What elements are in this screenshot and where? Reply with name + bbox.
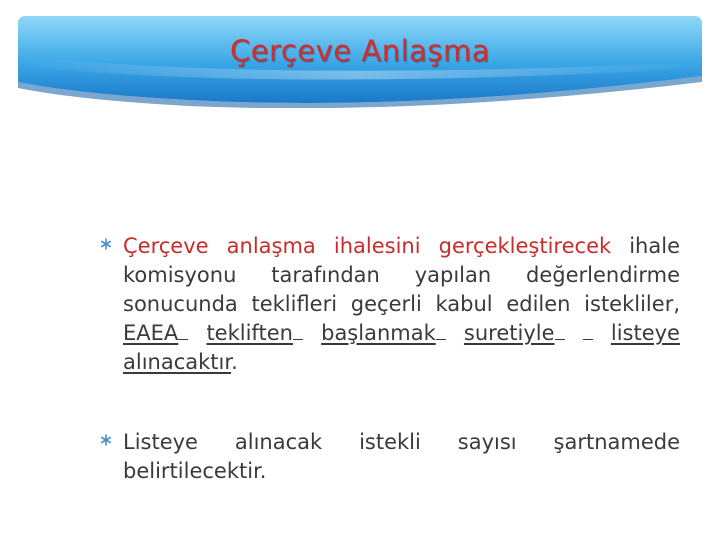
underline-gap <box>555 323 565 340</box>
underlined-word-alinacaktir: alınacaktır <box>123 350 232 374</box>
underline-gap <box>293 323 303 340</box>
bullet-text-2: Listeye alınacak istekli sayısı şartnamede belirtilecektir. <box>123 430 680 483</box>
underline-gap <box>583 323 593 340</box>
asterisk-bullet-icon <box>100 238 112 250</box>
bullet-text-1-body: ihale komisyonu tarafından yapılan değerlendirme sonucunda teklifleri geçerli kabul edilen istekliler, <box>123 234 680 316</box>
underlined-word-suretiyle: suretiyle <box>463 321 555 345</box>
bullet-item-2 <box>100 428 680 486</box>
underlined-word-baslanmak: başlanmak <box>321 321 436 345</box>
underline-gap <box>178 323 188 340</box>
underlined-word-eaea: EAEA <box>123 321 179 345</box>
underlined-word-listeye: listeye <box>610 321 680 345</box>
bullet-text-1 <box>123 232 680 377</box>
sentence-end: . <box>231 350 238 374</box>
underline-gap <box>436 323 446 340</box>
underlined-word-tekliften: tekliften <box>206 321 293 345</box>
bullet-item-1 <box>100 232 680 377</box>
slide-title: Çerçeve Anlaşma <box>229 34 491 68</box>
bullet-text-1-highlight: Çerçeve anlaşma ihalesini gerçekleştirecek <box>123 234 612 258</box>
asterisk-bullet-icon <box>100 434 112 446</box>
